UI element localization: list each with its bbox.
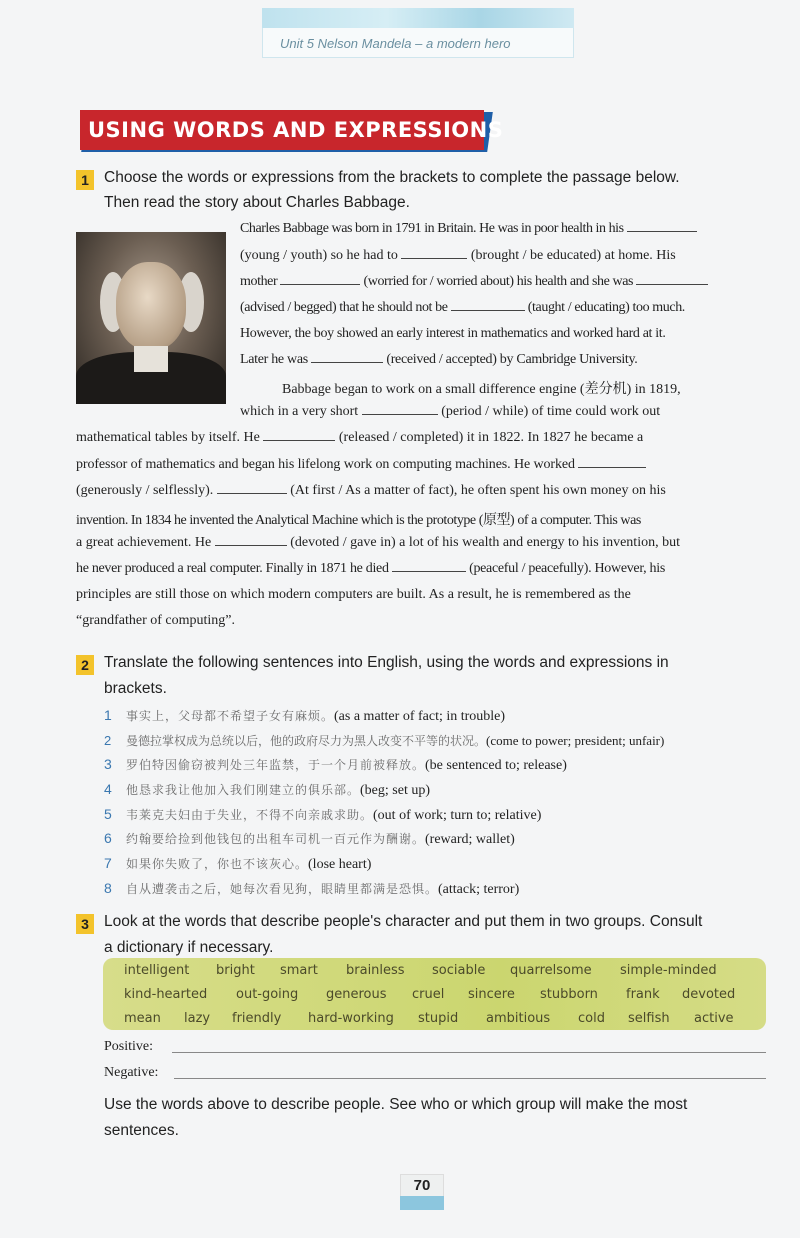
answer-blank[interactable]: [578, 457, 646, 468]
answer-blank[interactable]: [392, 561, 466, 572]
word-chip: smart: [280, 963, 318, 978]
word-chip: devoted: [682, 987, 736, 1002]
exercise-3-instruction-line-1: Look at the words that describe people's character and put them in two groups. Consult: [104, 913, 703, 930]
answer-blank[interactable]: [451, 300, 525, 311]
passage-line-8: which in a very short (period / while) of time could work out: [240, 404, 661, 419]
page-number-bar: [400, 1196, 444, 1210]
page-number: 70: [413, 1177, 431, 1194]
word-chip: ambitious: [486, 1011, 551, 1026]
passage-line-13: a great achievement. He (devoted / gave in) a lot of his wealth and energy to his invention, but: [76, 535, 680, 550]
passage-line-14: he never produced a real computer. Finally in 1871 he died (peaceful / peacefully). However, his: [76, 561, 665, 576]
answer-blank[interactable]: [362, 404, 438, 415]
word-chip: selfish: [628, 1011, 670, 1026]
passage-line-15: principles are still those on which modern computers are built. As a result, he is remembered as the: [76, 587, 631, 602]
word-chip: sociable: [432, 963, 486, 978]
word-chip: simple-minded: [620, 963, 717, 978]
word-chip: friendly: [232, 1011, 282, 1026]
word-chip: intelligent: [124, 963, 190, 978]
translation-item-7: 7 如果你失败了，你也不该灰心。(lose heart): [104, 855, 372, 872]
word-chip: cruel: [412, 987, 445, 1002]
passage-line-3: mother (worried for / worried about) his health and she was: [240, 274, 708, 290]
passage-line-10: professor of mathematics and began his lifelong work on computing machines. He worked: [76, 457, 646, 473]
header-decor-band: [262, 8, 574, 28]
answer-blank[interactable]: [280, 274, 360, 285]
passage-line-7: Babbage began to work on a small difference engine (差分机) in 1819,: [282, 382, 681, 397]
answer-blank[interactable]: [263, 430, 335, 441]
answer-blank[interactable]: [636, 274, 708, 285]
positive-answer-line[interactable]: [172, 1052, 766, 1053]
word-chip: sincere: [468, 987, 515, 1002]
word-chip: out-going: [236, 987, 299, 1002]
exercise-1-number: 1: [76, 170, 94, 190]
word-chip: lazy: [184, 1011, 211, 1026]
word-chip: frank: [626, 987, 660, 1002]
passage-line-11: (generously / selflessly). (At first / As a matter of fact), he often spent his own money on his: [76, 483, 666, 498]
passage-line-6: Later he was (received / accepted) by Cambridge University.: [240, 352, 638, 367]
translation-item-1: 1 事实上，父母都不希望子女有麻烦。(as a matter of fact; in trouble): [104, 707, 506, 724]
exercise-1-instruction-line-2: Then read the story about Charles Babbage.: [104, 194, 410, 211]
word-chip: brainless: [346, 963, 405, 978]
word-chip: kind-hearted: [124, 987, 208, 1002]
passage-line-2: (young / youth) so he had to (brought / be educated) at home. His: [240, 248, 676, 263]
passage-line-4: (advised / begged) that he should not be (taught / educating) too much.: [240, 300, 685, 315]
charles-babbage-portrait: [76, 232, 226, 404]
word-chip: stupid: [418, 1011, 459, 1026]
passage-line-1: Charles Babbage was born in 1791 in Britain. He was in poor health in his: [240, 221, 697, 237]
translation-item-3: 3 罗伯特因偷窃被判处三年监禁，于一个月前被释放。(be sentenced to; release): [104, 756, 567, 773]
translation-item-5: 5 韦莱克夫妇由于失业，不得不向亲戚求助。(out of work; turn to; relative): [104, 806, 542, 823]
answer-blank[interactable]: [401, 248, 467, 259]
section-title: USING WORDS AND EXPRESSIONS: [88, 118, 504, 142]
word-chip: bright: [216, 963, 255, 978]
answer-blank[interactable]: [627, 221, 697, 232]
answer-blank[interactable]: [217, 483, 287, 494]
negative-answer-line[interactable]: [174, 1078, 766, 1079]
word-chip: mean: [124, 1011, 161, 1026]
positive-label: Positive:: [104, 1039, 154, 1054]
passage-line-16: “grandfather of computing”.: [76, 613, 235, 628]
exercise-2-number: 2: [76, 655, 94, 675]
word-chip: stubborn: [540, 987, 598, 1002]
translation-item-2: 2 曼德拉掌权成为总统以后，他的政府尽力为黑人改变不平等的状况。(come to power; president; unfair): [104, 733, 665, 748]
followup-line-1: Use the words above to describe people. See who or which group will make the most: [104, 1096, 688, 1113]
exercise-1-instruction-line-1: Choose the words or expressions from the brackets to complete the passage below.: [104, 169, 680, 186]
word-chip: cold: [578, 1011, 605, 1026]
answer-blank[interactable]: [311, 352, 383, 363]
word-chip: generous: [326, 987, 387, 1002]
exercise-2-instruction-line-1: Translate the following sentences into English, using the words and expressions in: [104, 654, 669, 671]
passage-line-12: invention. In 1834 he invented the Analytical Machine which is the prototype (原型) of a computer. This was: [76, 513, 641, 528]
answer-blank[interactable]: [215, 535, 287, 546]
passage-line-5: However, the boy showed an early interest in mathematics and worked hard at it.: [240, 326, 666, 341]
passage-line-9: mathematical tables by itself. He (released / completed) it in 1822. In 1827 he became a: [76, 430, 644, 445]
translation-item-4: 4 他恳求我让他加入我们刚建立的俱乐部。(beg; set up): [104, 781, 430, 798]
word-chip: active: [694, 1011, 734, 1026]
followup-line-2: sentences.: [104, 1122, 179, 1139]
negative-label: Negative:: [104, 1065, 159, 1080]
word-chip: quarrelsome: [510, 963, 592, 978]
translation-item-8: 8 自从遭袭击之后，她每次看见狗，眼睛里都满是恐惧。(attack; terror): [104, 880, 520, 897]
unit-title: Unit 5 Nelson Mandela – a modern hero: [280, 36, 511, 51]
exercise-2-instruction-line-2: brackets.: [104, 680, 167, 697]
word-chip: hard-working: [308, 1011, 394, 1026]
exercise-3-instruction-line-2: a dictionary if necessary.: [104, 939, 274, 956]
translation-item-6: 6 约翰要给捡到他钱包的出租车司机一百元作为酬谢。(reward; wallet): [104, 830, 515, 847]
exercise-3-number: 3: [76, 914, 94, 934]
